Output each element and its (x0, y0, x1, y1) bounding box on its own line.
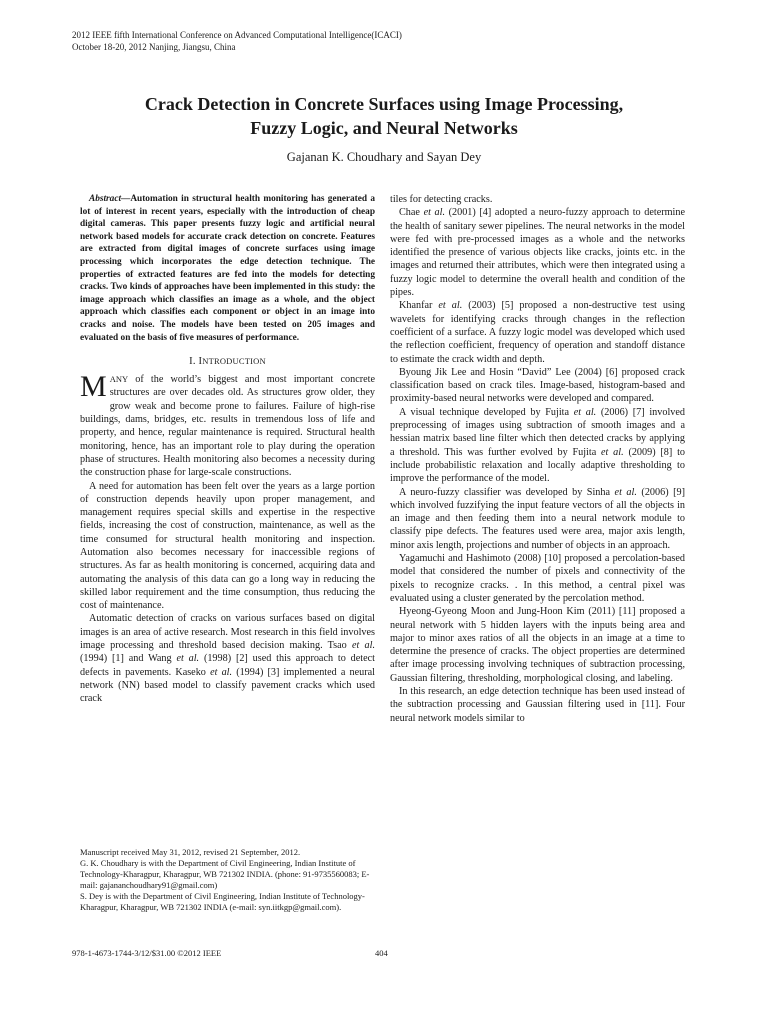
right-paragraph-6: Yagamuchi and Hashimoto (2008) [10] proposed a percolation-based model that considered the number of pixels and connectivity of the pixels to recognize cracks. . In this method, a central pixel was evaluated using a cluster generated by the percolation method. (390, 553, 685, 604)
left-column (80, 193, 375, 706)
paragraph-text: (2003) [5] proposed a non-destructive test using wavelets for identifying cracks through changes in the reflection coefficient of a surface. A fuzzy logic model was developed which used the reflection coefficient, frequency of operation and standoff distance to estimate the crack width and depth. (390, 300, 685, 365)
conference-line: 2012 IEEE fifth International Conference on Advanced Computational Intelligence(ICACI) (72, 30, 402, 40)
conference-header (72, 29, 402, 53)
copyright-line: 978-1-4673-1744-3/12/$31.00 ©2012 IEEE (72, 948, 222, 958)
intro-paragraph-2: A need for automation has been felt over the years as a large portion of construction depends heavily upon proper management, and management requires special skills and expertise in the respective fields, increasing the cost of construction, maintenance, as well as the time consumed for structural health monitoring and inspection. Automation also becomes necessary for inaccessible regions of structures. As far as health monitoring is concerned, acquiring data and automating the analysis of this data can go a long way in reducing the skilled labor requirement and the time consumption, thus reducing the cost of maintenance. (80, 480, 375, 612)
lead-caps: ANY (109, 374, 129, 385)
paragraph-text: (1994) [3] implemented a neural network (NN) based model to classify pavement cracks which used crack (80, 666, 376, 705)
section-smallcaps: NTRODUCTION (202, 356, 266, 367)
et-al: et al. (614, 486, 637, 498)
paper-title (60, 92, 708, 140)
intro-paragraph-1 (80, 370, 375, 479)
title-line-1: Crack Detection in Concrete Surfaces using Image Processing, (144, 94, 624, 114)
paragraph-text: of the world’s biggest and most important concrete structures are over decades old. As structures grow older, they grow weak and become prone to failures. Failure of high-rise buildings, dams, bridges, etc. results in tremendous loss of life and property, and hence, regular maintenance is required. Structural health monitoring, hence, has an important role to play during the operation phase of structures. Health monitoring also becomes a necessity during the construction phase for large-scale constructions. (80, 374, 375, 479)
right-paragraph-2 (390, 299, 685, 365)
footnote-manuscript: Manuscript received May 31, 2012, revised 21 September, 2012. (80, 847, 301, 857)
paragraph-text: (2006) [7] involved preprocessing of images using subtraction of smooth images and a hessian matrix based line filter which then detected cracks by applying a threshold. This was further evolved by Fujita (390, 406, 685, 458)
right-paragraph-0: tiles for detecting cracks. (390, 194, 493, 205)
title-line-2: Fuzzy Logic, and Neural Networks (250, 118, 518, 138)
right-paragraph-4 (390, 406, 685, 486)
et-al: et al. (351, 640, 375, 652)
section-cap: I (198, 356, 203, 368)
abstract-text: —Automation in structural health monitoring has generated a lot of interest in recent years, especially with the introduction of cheap digital cameras. This paper presents fuzzy logic and artificial neural network based models for accurate crack detection on concrete. Features are extracted from digital images of concrete surfaces using image processing which incorporates the edge detection technique. The properties of extracted features are fed into the models for detecting cracks. Two kinds of approaches have been implemented in this study: the image approach which classifies an image as a whole, and the object approach which classifies each component or object in an image into cracks and noise. The models have been tested on 205 images and evaluated on the basis of five measures of performance. (80, 194, 375, 343)
et-al: et al. (438, 300, 463, 312)
footnote-author-2: S. Dey is with the Department of Civil Engineering, Indian Institute of Technology-Kharagpur, Kharagpur, WB 721302 INDIA (e-mail: syn.iitkgp@gmail.com). (80, 891, 365, 912)
drop-cap: M (80, 370, 107, 404)
paragraph-text: (2001) [4] adopted a neuro-fuzzy approach to determine the health of sanitary sewer pipelines. The neural networks in the model were fed with pre-processed images as a whole and the networks identified the presence of various objects like cracks, joints etc. in the images and returned their attributes, which were then integrated using a fuzzy logic model to determine the overall health and condition of the pipes. (390, 207, 685, 299)
paragraph-text: Chae (399, 207, 424, 219)
section-number: I. (189, 356, 196, 368)
paragraph-text: A visual technique developed by Fujita (399, 406, 574, 418)
paragraph-text: (1994) [1] and Wang (80, 653, 177, 665)
intro-paragraph-3 (80, 612, 375, 705)
right-paragraph-1 (390, 206, 685, 299)
et-al: et al. (210, 666, 233, 678)
et-al: et al. (423, 207, 446, 219)
section-heading-introduction (80, 356, 375, 367)
conference-date-line: October 18-20, 2012 Nanjing, Jiangsu, China (72, 42, 236, 52)
paragraph-text: (2006) [9] which involved fuzzifying the input feature vectors of all the objects in an image and then feeding them into a neural network module to classify pipe defects. The features used were area, major axis length, minor axis length, projections and number of objects in an approach. (390, 486, 685, 551)
abstract-label: Abstract (89, 194, 122, 204)
footnote-author-1: G. K. Choudhary is with the Department of Civil Engineering, Indian Institute of Technology-Kharagpur, Kharagpur, WB 721302 INDIA. (phone: 91-9735560083; E-mail: gajananchoudhary91@gmail.com) (80, 858, 370, 890)
author-list: Gajanan K. Choudhary and Sayan Dey (286, 150, 482, 164)
paragraph-text: Khanfar (399, 300, 439, 312)
right-paragraph-5 (390, 486, 685, 552)
right-paragraph-7: Hyeong-Gyeong Moon and Jung-Hoon Kim (2011) [11] proposed a neural network with 5 hidden layers with the inputs being area and major to minor axes ratios of all the objects in an image at a time to determine the presence of cracks. The object properties are determined after image processing involving techniques of subtraction processing, Gaussian filtering, thresholding, morphological closing, and labeling. (390, 606, 685, 684)
paragraph-text: (1998) [2] used this approach to detect defects in pavements. Kaseko (80, 653, 375, 678)
right-paragraph-8: In this research, an edge detection technique has been used instead of the subtraction processing and Gaussian filtering used in [11]. Four neural network models similar to (390, 685, 685, 724)
paragraph-text: (2009) [8] to include probabilistic relaxation and locally adaptive thresholding to improve the performance of the model. (390, 446, 685, 485)
paragraph-text: A neuro-fuzzy classifier was developed by Sinha (399, 486, 615, 498)
paragraph-text: Automatic detection of cracks on various surfaces based on digital images is an area of active research. Most research in this field involves image processing and threshold based decision making. Tsao (80, 613, 375, 652)
et-al: et al. (573, 406, 597, 418)
right-paragraph-3: Byoung Jik Lee and Hosin “David” Lee (2004) [6] proposed crack classification based on crack tiles. Image-based, histogram-based and proximity-based neural networks were developed and compared. (390, 366, 685, 405)
right-column (390, 193, 685, 725)
abstract (80, 193, 375, 344)
page-number: 404 (375, 948, 388, 958)
et-al: et al. (601, 446, 624, 458)
footnotes (80, 847, 375, 913)
et-al: et al. (176, 653, 200, 665)
